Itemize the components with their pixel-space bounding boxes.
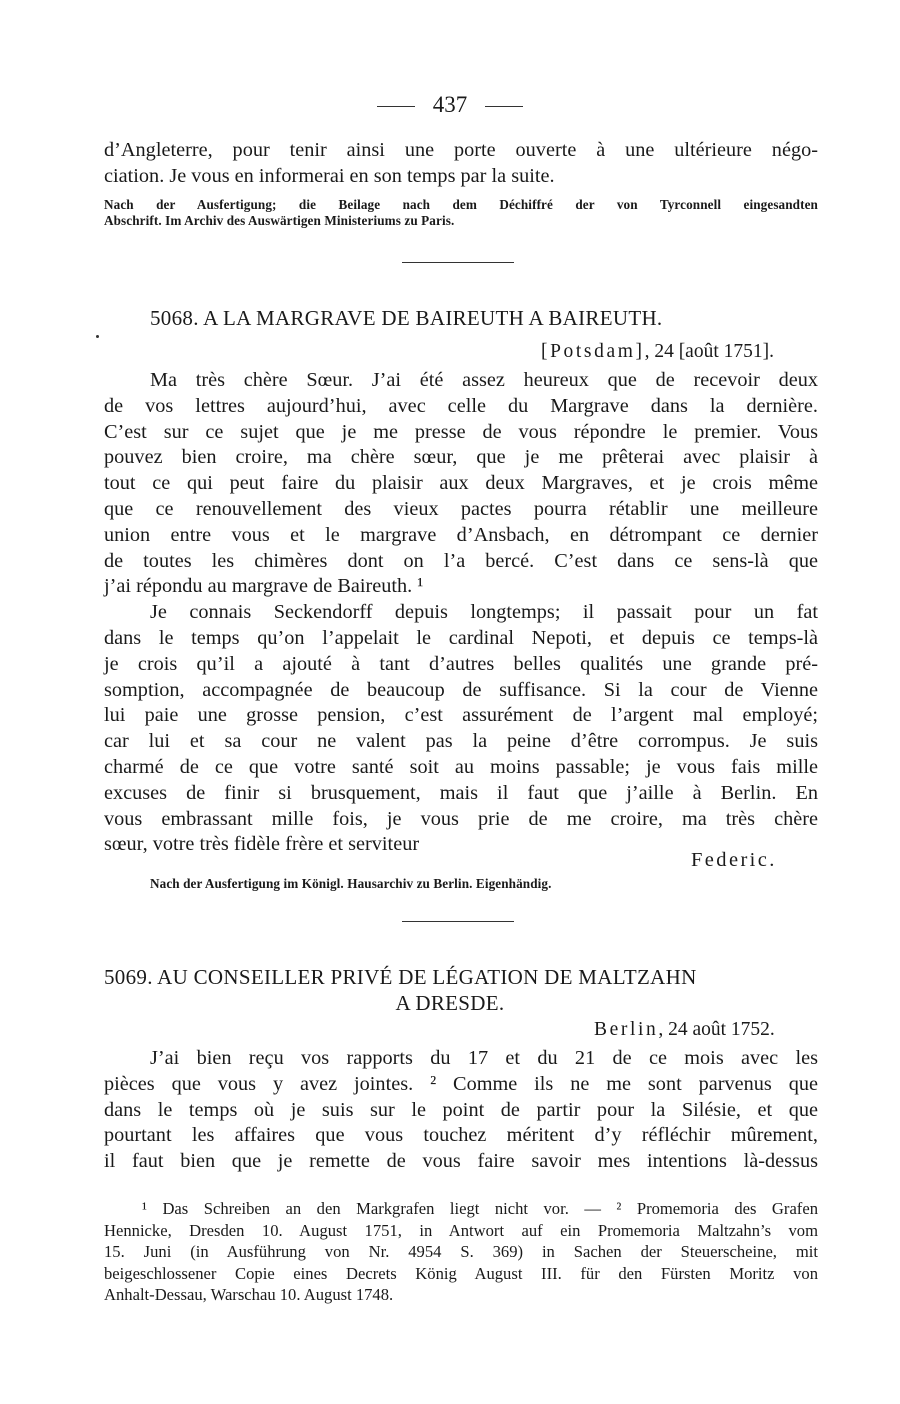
text-line: d’Angleterre, pour tenir ainsi une porte ouverte à une ultérieure négo- (104, 139, 818, 161)
source-note-line: Nach der Ausfertigung; die Beilage nach dem Déchiffré der von Tyrconnell eingesandten (104, 197, 818, 212)
text-line: que ce renouvellement des vieux pactes pourra rétablir une meilleure (104, 497, 818, 520)
page-number-row (0, 92, 900, 118)
text-line: pouvez bien croire, ma chère sœur, que je me prêterai avec plaisir à (104, 446, 818, 469)
text-line: vous embrassant mille fois, je vous prie de me croire, ma très chère (104, 807, 818, 830)
letter-heading-5068: 5068. A LA MARGRAVE DE BAIREUTH A BAIREUTH. (150, 306, 663, 330)
text-line: tout ce qui peut faire du plaisir aux deux Margraves, et je crois même (104, 472, 818, 495)
text-line: de vos lettres aujourd’hui, avec celle du Margrave dans la dernière. (104, 394, 818, 417)
dash-left (377, 106, 415, 107)
text-line: je crois qu’il a ajouté à tant d’autres belles qualités une grande pré- (104, 652, 818, 675)
letter-heading-5069-line2 (0, 991, 900, 1016)
text-line: de toutes les chimères dont on l’a bercé. C’est dans ce sens-là que (104, 549, 818, 572)
text-line: somption, accompagnée de beaucoup de suffisance. Si la cour de Vienne (104, 678, 818, 701)
source-note-top (104, 197, 818, 229)
text-line: J’ai bien reçu vos rapports du 17 et du 21 de ce mois avec les (150, 1047, 818, 1069)
date-place: [Potsdam] (541, 341, 645, 362)
dateline-5069 (594, 1019, 775, 1041)
text-line: excuses de finir si brusquement, mais il faut que j’aille à Berlin. En (104, 781, 818, 804)
continued-text (104, 138, 818, 190)
text-line: sœur, votre très fidèle frère et serviteur (104, 833, 420, 856)
text-line: car lui et sa cour ne valent pas la peine d’être corrompus. Je suis (104, 730, 818, 753)
footnotes (104, 1198, 818, 1306)
footnote-line: 15. Juni (in Ausführung von Nr. 4954 S. 369) in Sachen der Steuerscheine, mit (104, 1242, 818, 1262)
date-place: Berlin (594, 1019, 659, 1040)
stray-mark (96, 335, 99, 338)
footnote-line: Anhalt-Dessau, Warschau 10. August 1748. (104, 1285, 394, 1305)
dash-right (485, 106, 523, 107)
source-note-line: Abschrift. Im Archiv des Auswärtigen Ministeriums zu Paris. (104, 213, 455, 228)
text-line: j’ai répondu au margrave de Baireuth. ¹ (104, 575, 424, 598)
text-line: charmé de ce que votre santé soit au moins passable; je vous fais mille (104, 755, 818, 778)
text-line: dans le temps qu’on l’appelait le cardinal Nepoti, et depuis ce temps-là (104, 626, 818, 649)
footnote-line: Hennicke, Dresden 10. August 1751, in Antwort auf ein Promemoria Maltzahn’s vom (104, 1220, 818, 1240)
letter-body-5069 (104, 1046, 818, 1175)
heading-line: A DRESDE. (395, 991, 505, 1015)
signature: Federic. (691, 849, 777, 871)
date: , 24 août 1752. (658, 1019, 775, 1040)
section-divider (402, 262, 514, 263)
letter-body-5068 (104, 368, 818, 858)
text-line: Ma très chère Sœur. J’ai été assez heureux que de recevoir deux (150, 369, 818, 391)
source-note-line: Nach der Ausfertigung im Königl. Hausarchiv zu Berlin. Eigenhändig. (150, 876, 552, 891)
letter-heading-5069: 5069. AU CONSEILLER PRIVÉ DE LÉGATION DE MALTZAHN (104, 965, 697, 989)
text-line: il faut bien que je remette de vous faire savoir mes intentions là-dessus (104, 1150, 818, 1173)
text-line: dans le temps où je suis sur le point de partir pour la Silésie, et que (104, 1098, 818, 1121)
text-line: pièces que vous y avez jointes. ² Comme ils ne me sont parvenus que (104, 1072, 818, 1095)
text-line: Je connais Seckendorff depuis longtemps; il passait pour un fat (150, 601, 818, 624)
page-number: 437 (432, 92, 468, 117)
footnote-line: ¹ Das Schreiben an den Markgrafen liegt nicht vor. — ² Promemoria des Grafen (142, 1199, 818, 1218)
section-divider (402, 921, 514, 922)
text-line: pourtant les affaires que vous touchez méritent d’y réfléchir mûrement, (104, 1124, 818, 1147)
text-line: union entre vous et le margrave d’Ansbach, en détrompant ce dernier (104, 523, 818, 546)
source-note-5068 (150, 876, 770, 892)
footnote-line: beigeschlossener Copie eines Decrets König August III. für den Fürsten Moritz von (104, 1263, 818, 1283)
text-line: ciation. Je vous en informerai en son temps par la suite. (104, 164, 555, 187)
text-line: C’est sur ce sujet que je me presse de vous répondre le premier. Vous (104, 420, 818, 443)
dateline-5068 (541, 341, 774, 363)
date: , 24 [août 1751]. (644, 341, 774, 362)
text-line: lui paie une grosse pension, c’est assurément de l’argent mal employé; (104, 704, 818, 727)
